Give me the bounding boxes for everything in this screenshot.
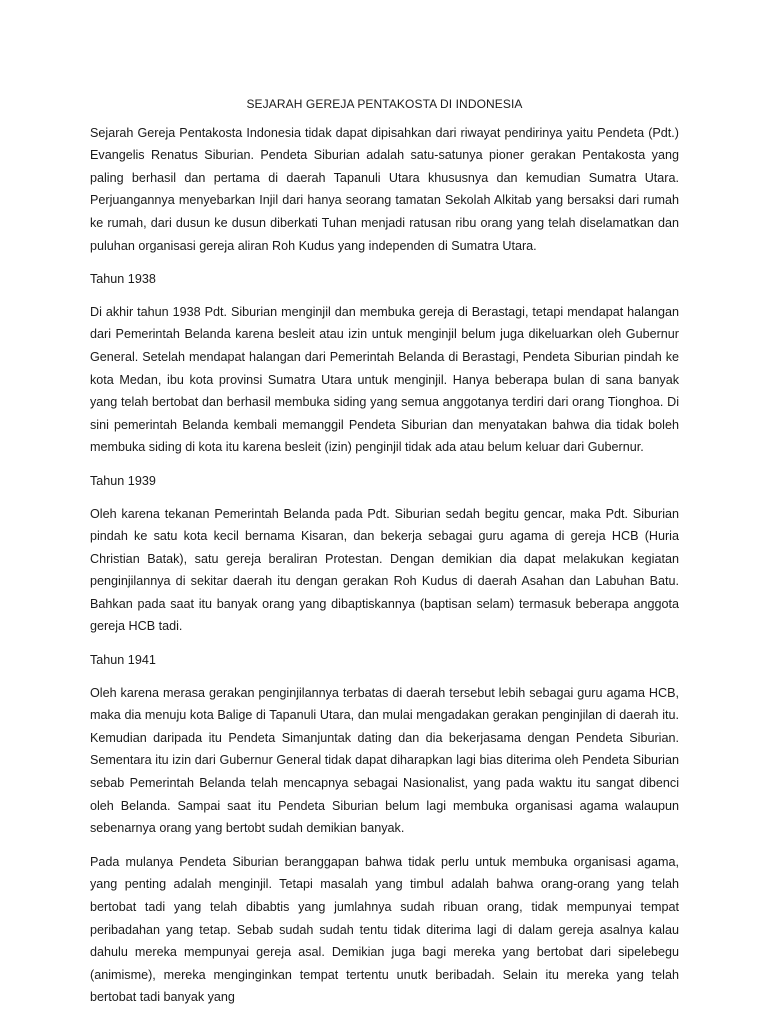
document-title: SEJARAH GEREJA PENTAKOSTA DI INDONESIA <box>246 97 523 111</box>
section-1941-paragraph-2: Pada mulanya Pendeta Siburian beranggapan bahwa tidak perlu untuk membuka organisasi agama, yang penting adalah menginjil. Tetapi masalah yang timbul adalah bahwa orang-orang yang telah bertobat tadi yang telah dibabtis yang jumlahnya sudah ribuan orang, tidak mempunyai tempat peribadahan yang tetap. Sebab sudah sudah tentu tidak diterima lagi di dalam gereja asalnya kalau dahulu mereka mempunyai gereja asal. Demikian juga bagi mereka yang bertobat dari sipelebegu (animisme), mereka menginginkan tempat tertentu unutk beribadah. Selain itu mereka yang telah bertobat tadi banyak yang <box>90 854 679 1005</box>
document-page <box>90 93 679 1020</box>
intro-paragraph: Sejarah Gereja Pentakosta Indonesia tidak dapat dipisahkan dari riwayat pendirinya yaitu Pendeta (Pdt.) Evangelis Renatus Siburian. Pendeta Siburian adalah satu-satunya pioner gerakan Pentakosta yang paling berhasil dan pertama di daerah Tapanuli Utara khususnya dan kemudian Sumatra Utara. Perjuangannya menyebarkan Injil dari hanya seorang tamatan Sekolah Alkitab yang bersaksi dari rumah ke rumah, dari dusun ke dusun diberkati Tuhan menjadi ratusan ribu orang yang telah diselamatkan dan puluhan organisasi gereja aliran Roh Kudus yang independen di Sumatra Utara. <box>90 125 679 253</box>
section-1939-paragraph: Oleh karena tekanan Pemerintah Belanda pada Pdt. Siburian sedah begitu gencar, maka Pdt. Siburian pindah ke satu kota kecil bernama Kisaran, dan bekerja sebagai guru agama di gereja HCB (Huria Christian Batak), satu gereja beraliran Protestan. Dengan demikian dia dapat melakukan kegiatan penginjilannya di sekitar daerah itu dengan gerakan Roh Kudus di daerah Asahan dan Labuhan Batu. Bahkan pada saat itu banyak orang yang dibaptiskannya (baptisan selam) termasuk beberapa anggota gereja HCB tadi. <box>90 506 679 634</box>
section-heading-1938: Tahun 1938 <box>90 272 156 287</box>
section-heading-1939: Tahun 1939 <box>90 473 156 488</box>
section-heading-1941: Tahun 1941 <box>90 653 156 668</box>
section-1941-paragraph-1: Oleh karena merasa gerakan penginjilannya terbatas di daerah tersebut lebih sebagai guru agama HCB, maka dia menuju kota Balige di Tapanuli Utara, dan mulai mengadakan gerakan penginjilan di daerah itu. Kemudian daripada itu Pendeta Simanjuntak dating dan dia bekerjasama dengan Pendeta Siburian. Sementara itu izin dari Gubernur General tidak dapat diharapkan lagi bias diterima oleh Pendeta Siburian sebab Pemerintah Belanda telah mencapnya sebagai Nasionalist, yang pada waktu itu sangat dibenci oleh Belanda. Sampai saat itu Pendeta Siburian belum lagi membuka organisasi agama walaupun sebenarnya orang yang bertobt sudah demikian banyak. <box>90 685 679 836</box>
section-1938-paragraph: Di akhir tahun 1938 Pdt. Siburian menginjil dan membuka gereja di Berastagi, tetapi mendapat halangan dari Pemerintah Belanda karena besleit atau izin untuk menginjil belum juga dikeluarkan oleh Gubernur General. Setelah mendapat halangan dari Pemerintah Belanda di Berastagi, Pendeta Siburian pindah ke kota Medan, ibu kota provinsi Sumatra Utara untuk menginjil. Hanya beberapa bulan di sana banyak yang telah bertobat dan berhasil membuka siding yang semua anggotanya terdiri dari orang Tionghoa. Di sini pemerintah Belanda kembali memanggil Pendeta Siburian dan menyatakan bahwa dia tidak boleh membuka siding di kota itu karena besleit (izin) penginjil tidak ada atau belum keluar dari Gubernur. <box>90 304 679 455</box>
